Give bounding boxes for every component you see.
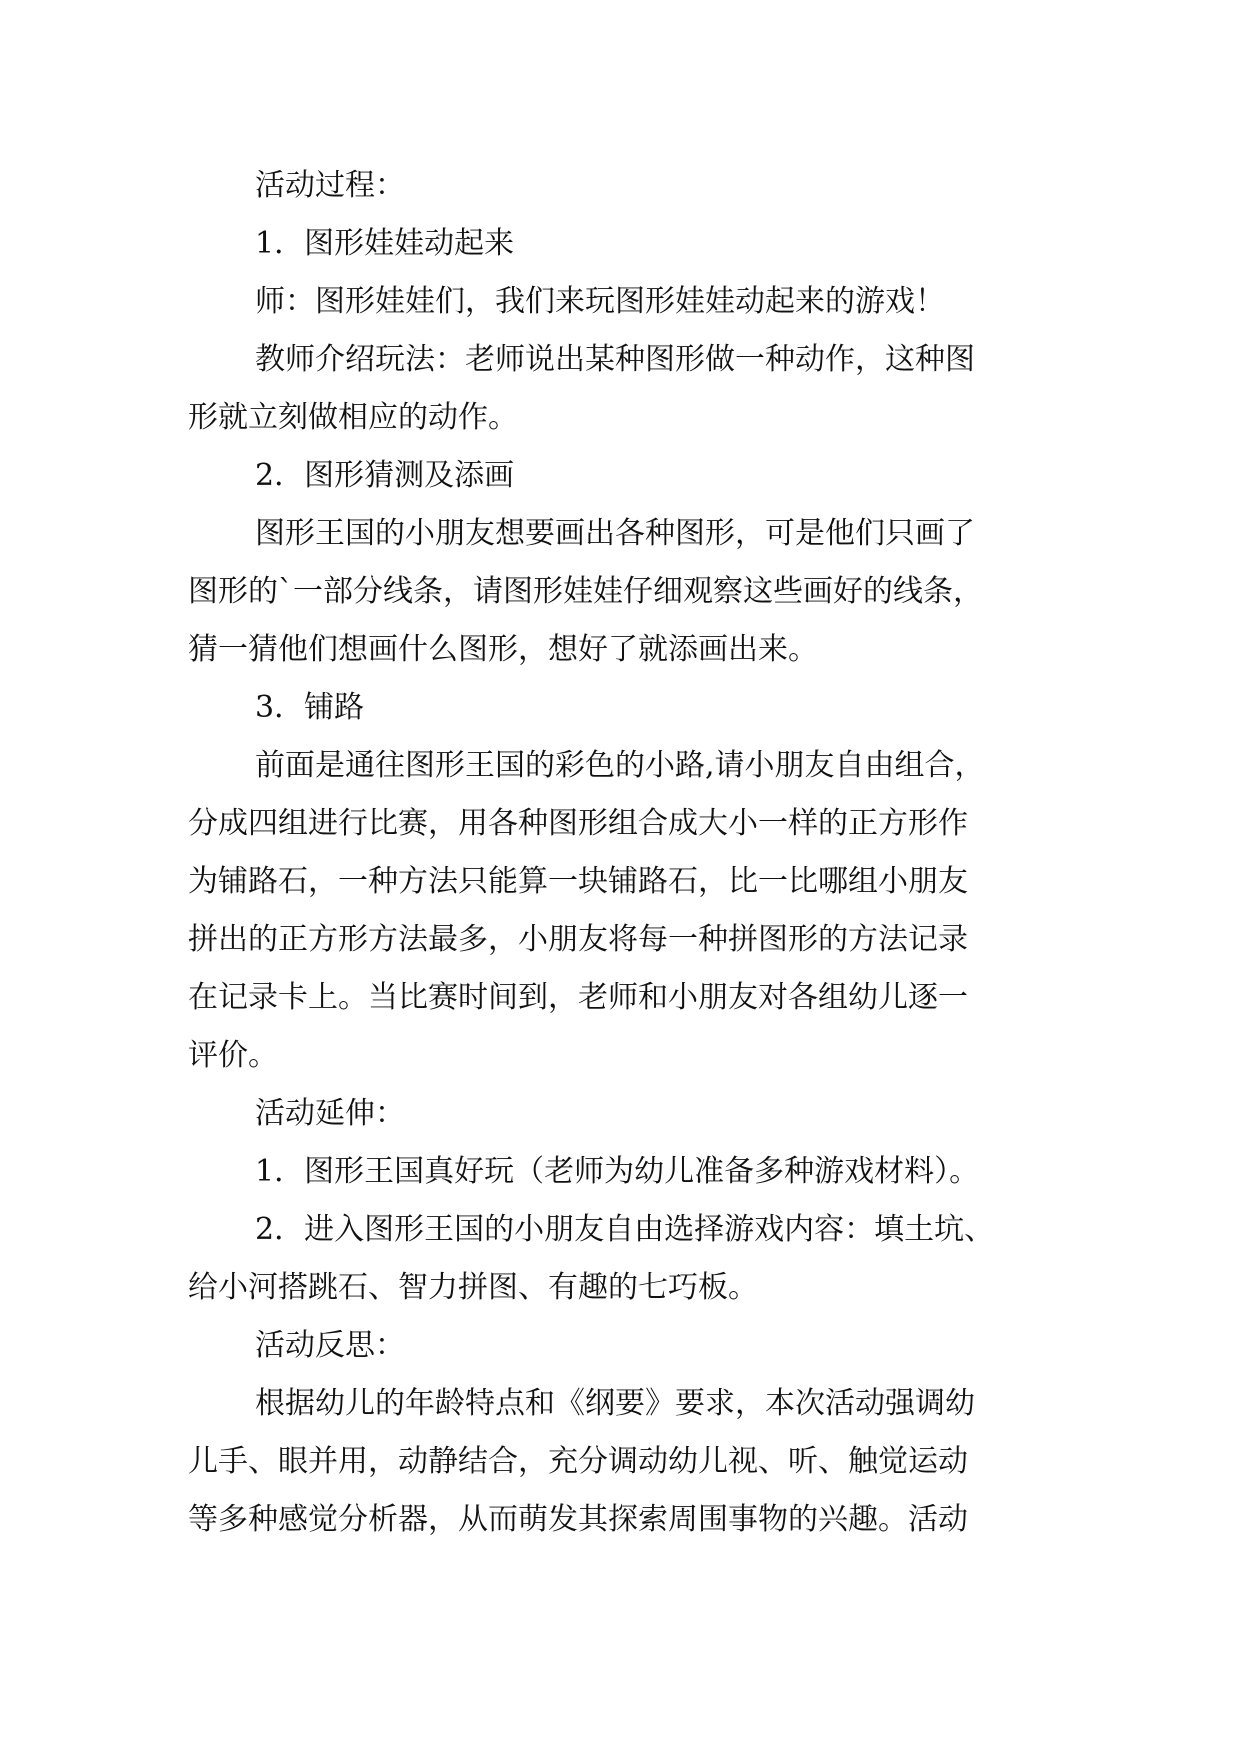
paragraph-line: 猜一猜他们想画什么图形，想好了就添画出来。 [188,632,818,667]
heading-activity-extension: 活动延伸： [255,1096,405,1131]
step-2-title: 2．图形猜测及添画 [255,458,515,493]
paragraph-line: 儿手、眼并用，动静结合，充分调动幼儿视、听、触觉运动 [188,1444,968,1479]
paragraph-line: 图形王国的小朋友想要画出各种图形，可是他们只画了 [255,516,975,551]
paragraph-line: 为铺路石，一种方法只能算一块铺路石，比一比哪组小朋友 [188,864,968,899]
step-1-title: 1．图形娃娃动起来 [255,226,515,261]
paragraph-line: 分成四组进行比赛，用各种图形组合成大小一样的正方形作 [188,806,968,841]
extension-item-1: 1．图形王国真好玩（老师为幼儿准备多种游戏材料）。 [255,1154,980,1189]
heading-activity-process: 活动过程： [255,168,405,203]
paragraph-line: 拼出的正方形方法最多，小朋友将每一种拼图形的方法记录 [188,922,968,957]
paragraph-line: 师：图形娃娃们，我们来玩图形娃娃动起来的游戏！ [255,284,945,319]
paragraph-line: 前面是通往图形王国的彩色的小路,请小朋友自由组合， [255,748,985,783]
paragraph-line: 给小河搭跳石、智力拼图、有趣的七巧板。 [188,1270,758,1305]
paragraph-line: 根据幼儿的年龄特点和《纲要》要求，本次活动强调幼 [255,1386,975,1421]
paragraph-line: 在记录卡上。当比赛时间到，老师和小朋友对各组幼儿逐一 [188,980,968,1015]
step-3-title: 3．铺路 [255,690,365,725]
extension-item-2: 2．进入图形王国的小朋友自由选择游戏内容：填土坑、 [255,1212,995,1247]
paragraph-line: 形就立刻做相应的动作。 [188,400,518,435]
heading-activity-reflection: 活动反思： [255,1328,405,1363]
paragraph-line: 教师介绍玩法：老师说出某种图形做一种动作，这种图 [255,342,975,377]
paragraph-line: 评价。 [188,1038,278,1073]
paragraph-line: 等多种感觉分析器，从而萌发其探索周围事物的兴趣。活动 [188,1502,968,1537]
paragraph-line: 图形的`一部分线条，请图形娃娃仔细观察这些画好的线条， [188,574,983,609]
